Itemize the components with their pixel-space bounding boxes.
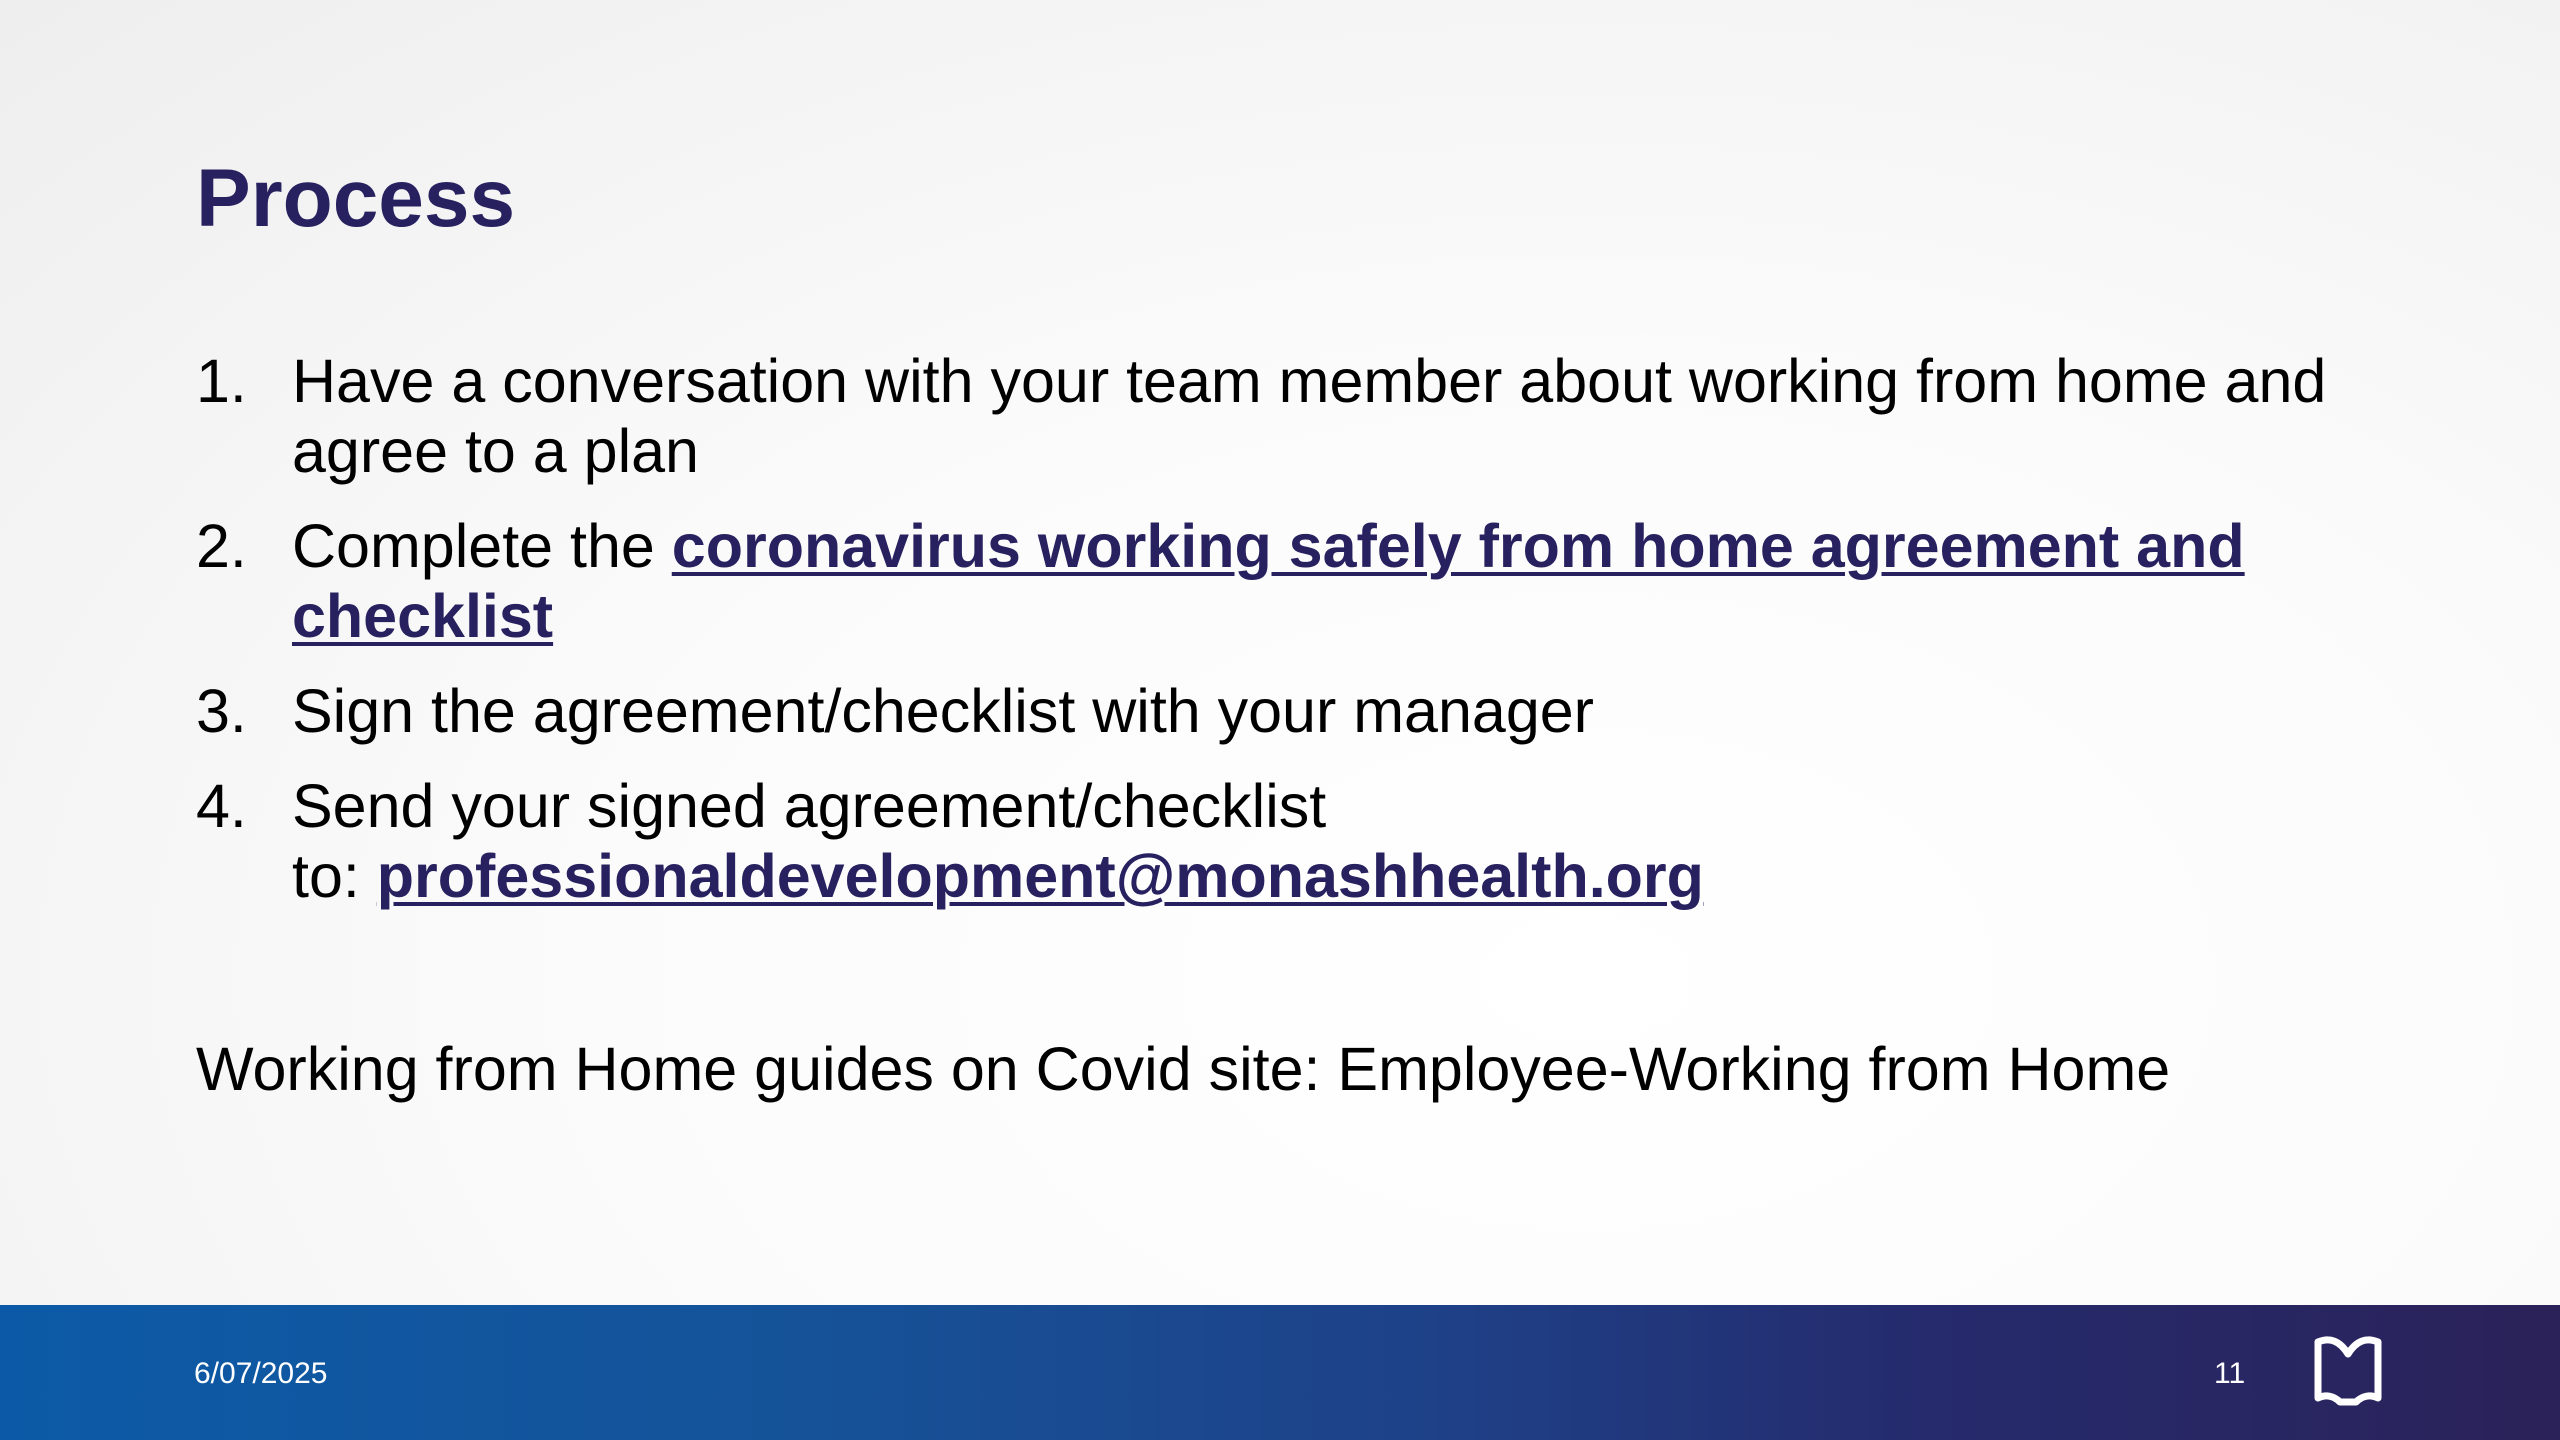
footer-bar bbox=[0, 1305, 2560, 1440]
agreement-checklist-link[interactable]: coronavirus working safely from home agreement and checklist bbox=[292, 512, 2245, 650]
list-item bbox=[196, 676, 2486, 746]
slide-title: Process bbox=[196, 153, 516, 244]
monash-health-logo-icon bbox=[2310, 1334, 2386, 1410]
step-text: Sign the agreement/checklist with your manager bbox=[292, 677, 1594, 745]
step-text: Send your signed agreement/checklist bbox=[292, 772, 1327, 840]
covid-site-note: Working from Home guides on Covid site: Employee-Working from Home bbox=[196, 1035, 2171, 1103]
step-number: 1. bbox=[196, 347, 247, 415]
process-steps-list bbox=[196, 346, 2486, 936]
list-item bbox=[196, 346, 2486, 486]
step-number: 2. bbox=[196, 512, 247, 580]
step-text: to: bbox=[292, 842, 377, 910]
footer-date: 6/07/2025 bbox=[194, 1357, 328, 1390]
step-text: Have a conversation with your team member about working from home and agree to a plan bbox=[292, 347, 2327, 485]
page-number: 11 bbox=[2214, 1357, 2246, 1390]
step-number: 3. bbox=[196, 677, 247, 745]
list-item bbox=[196, 511, 2486, 651]
step-text: Complete the bbox=[292, 512, 672, 580]
step-number: 4. bbox=[196, 772, 247, 840]
list-item bbox=[196, 771, 2486, 911]
email-link[interactable]: professionaldevelopment@monashhealth.org bbox=[376, 842, 1704, 910]
